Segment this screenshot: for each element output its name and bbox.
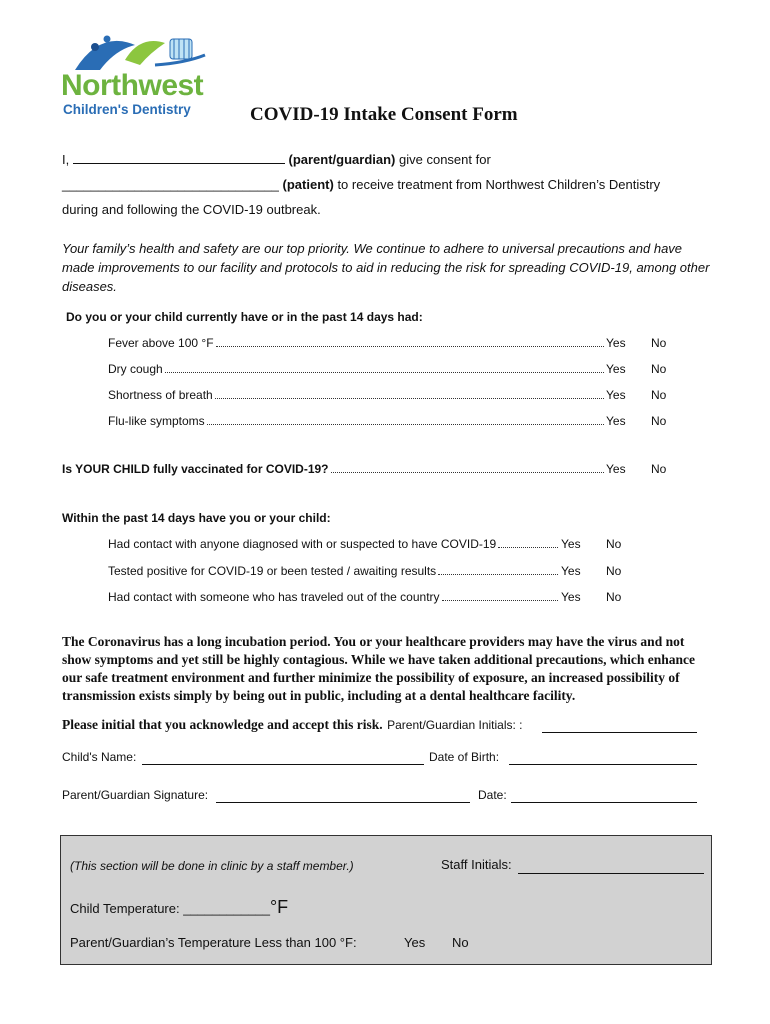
acknowledge-text: Please initial that you acknowledge and accept this risk. — [62, 717, 383, 732]
vaccine-question: Is YOUR CHILD fully vaccinated for COVID-19? — [62, 462, 329, 476]
exposure-row — [108, 537, 560, 551]
staff-initials-field[interactable] — [518, 858, 704, 874]
yes-option[interactable]: Yes — [606, 462, 626, 476]
guardian-temp-no[interactable]: No — [452, 935, 469, 950]
yes-option[interactable]: Yes — [561, 590, 581, 604]
logo-subtitle: Children's Dentistry — [63, 102, 191, 117]
dob-label: Date of Birth: — [429, 750, 500, 764]
patient-name-field[interactable]: ______________________________ — [62, 177, 279, 192]
no-option[interactable]: No — [606, 537, 622, 551]
yes-option[interactable]: Yes — [606, 336, 626, 350]
yes-option[interactable]: Yes — [606, 414, 626, 428]
no-option[interactable]: No — [651, 414, 667, 428]
symptom-row — [108, 336, 606, 350]
no-option[interactable]: No — [651, 336, 667, 350]
intro-paragraph: Your family’s health and safety are our top priority. We continue to adhere to universal precautions and have made improvements to our facility and protocols to aid in reducing the risk for spreading COVID-19, among other diseases. — [62, 241, 710, 294]
child-name-label: Child's Name: — [62, 750, 137, 764]
child-temp-field — [70, 897, 288, 918]
no-option[interactable]: No — [651, 462, 667, 476]
yes-option[interactable]: Yes — [561, 564, 581, 578]
signature-field[interactable] — [216, 788, 470, 803]
guardian-temp-label: Parent/Guardian’s Temperature Less than 100 °F: — [70, 935, 357, 950]
date-field[interactable] — [511, 788, 697, 803]
acknowledge-line — [62, 716, 523, 734]
give-consent-text: give consent for — [399, 152, 491, 167]
parent-name-field[interactable] — [73, 163, 285, 164]
date-label: Date: — [478, 788, 507, 802]
i-prefix: I, — [62, 152, 70, 167]
exposure-row — [108, 590, 560, 604]
consent-line-2 — [62, 177, 660, 192]
exposure-label: Tested positive for COVID-19 or been tested / awaiting results — [108, 564, 437, 578]
exposure-row — [108, 564, 560, 578]
practice-logo — [55, 25, 225, 125]
exposure-label: Had contact with someone who has traveled out of the country — [108, 590, 440, 604]
symptom-label: Dry cough — [108, 362, 163, 376]
no-option[interactable]: No — [606, 590, 622, 604]
exposure-heading: Within the past 14 days have you or your child: — [62, 511, 331, 525]
no-option[interactable]: No — [606, 564, 622, 578]
guardian-temp-yes[interactable]: Yes — [404, 935, 426, 950]
symptom-row — [108, 388, 606, 402]
initials-label: Parent/Guardian Initials: : — [387, 718, 523, 732]
logo-name: Northwest — [61, 69, 204, 102]
yes-option[interactable]: Yes — [606, 388, 626, 402]
parent-role-label: (parent/guardian) — [288, 152, 396, 167]
yes-option[interactable]: Yes — [561, 537, 581, 551]
symptom-label: Flu-like symptoms — [108, 414, 205, 428]
no-option[interactable]: No — [651, 362, 667, 376]
consent-line-1 — [62, 152, 491, 167]
dob-field[interactable] — [509, 750, 697, 765]
vaccine-row — [62, 462, 606, 476]
staff-initials-label: Staff Initials: — [441, 857, 512, 872]
symptom-label: Shortness of breath — [108, 388, 213, 402]
staff-note: (This section will be done in clinic by a staff member.) — [70, 859, 354, 873]
symptoms-heading: Do you or your child currently have or in the past 14 days had: — [66, 310, 423, 324]
treatment-text: to receive treatment from Northwest Children’s Dentistry — [337, 177, 661, 192]
symptom-row — [108, 414, 606, 428]
patient-role-label: (patient) — [282, 177, 334, 192]
symptom-label: Fever above 100 °F — [108, 336, 214, 350]
symptom-row — [108, 362, 606, 376]
child-temp-label: Child Temperature: ____________ — [70, 901, 270, 916]
warning-paragraph: The Coronavirus has a long incubation period. You or your healthcare providers may have the virus and not show symptoms and yet still be highly contagious. While we have taken additional precautions, which enhance our safe treatment environment and further minimize the possibility of exposure, an increased possibility of transmission exists simply by being out in public, including at a dental healthcare facility. — [62, 634, 695, 703]
initials-field[interactable] — [542, 718, 697, 733]
no-option[interactable]: No — [651, 388, 667, 402]
temp-unit: °F — [269, 897, 289, 917]
child-name-field[interactable] — [142, 750, 424, 765]
consent-line-3: during and following the COVID-19 outbreak. — [62, 202, 321, 217]
yes-option[interactable]: Yes — [606, 362, 626, 376]
form-title: COVID-19 Intake Consent Form — [250, 104, 518, 125]
exposure-label: Had contact with anyone diagnosed with or suspected to have COVID-19 — [108, 537, 497, 551]
signature-label: Parent/Guardian Signature: — [62, 788, 209, 802]
